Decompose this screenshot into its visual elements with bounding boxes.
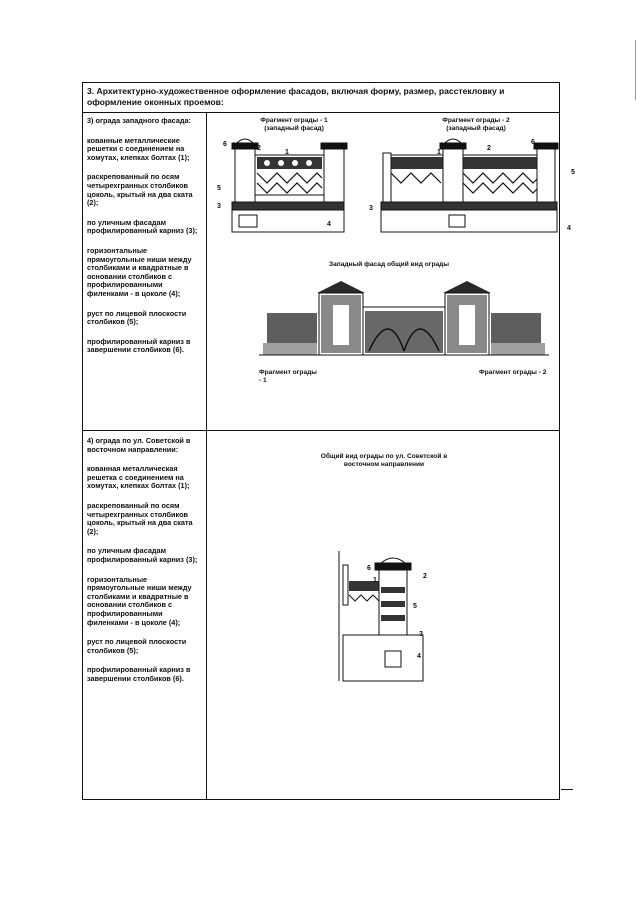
callout-6: 6: [223, 141, 227, 148]
fragment1-drawing: [229, 135, 349, 235]
callout-5: 5: [571, 169, 575, 176]
west-fence-general-drawing: [259, 277, 549, 367]
feature-item: кованные металлические решетки с соединением на хомутах, клепках болтах (1);: [87, 135, 190, 162]
callout-4: 4: [417, 653, 421, 660]
section-title: 3. Архитектурно-художественное оформление фасадов, включая форму, размер, расстекловку и оформление оконных проемов:: [83, 83, 559, 113]
callout-3: 3: [419, 631, 423, 638]
callout-3: 3: [369, 205, 373, 212]
callout-5: 5: [413, 603, 417, 610]
feature-item: руст по лицевой плоскости столбиков (5);: [87, 637, 187, 655]
callout-2: 2: [487, 145, 491, 152]
row-sovetskaya-description: [87, 437, 203, 694]
row-sovetskaya-fence: [83, 431, 559, 799]
general-caption: Западный фасад общий вид ограды: [328, 261, 449, 268]
callout-1: 1: [285, 149, 289, 156]
label-fragment2: Фрагмент ограды - 2: [479, 369, 547, 376]
row-west-fence: [83, 113, 575, 431]
scan-artifact: [635, 40, 636, 100]
callout-2: 2: [257, 145, 261, 152]
sovetskaya-caption: Общий вид ограды по ул. Советской в восточном направлении: [320, 453, 448, 468]
corner-mark: [561, 789, 573, 790]
callout-4: 4: [327, 221, 331, 228]
row-west-drawings: [209, 113, 575, 430]
callout-1: 1: [437, 149, 441, 156]
callout-2: 2: [423, 573, 427, 580]
callout-4: 4: [567, 225, 571, 232]
sovetskaya-fence-drawing: [339, 551, 429, 681]
label-fragment1: Фрагмент ограды - 1: [259, 369, 317, 384]
feature-item: руст по лицевой плоскости столбиков (5);: [87, 308, 187, 327]
document-table: [82, 82, 575, 800]
feature-item: горизонтальные прямоугольные ниши между столбиками и квадратные в основании столбиков с профилированными филенками - в цоколе (4);: [87, 574, 192, 627]
fragment1-caption: Фрагмент ограды - 1 (западный фасад): [260, 117, 328, 132]
feature-item: раскрепованный по осям четырехгранных столбиков цоколь, крытый на два ската (2);: [87, 500, 193, 536]
row-heading: 4) ограда по ул. Советской в восточном направлении:: [87, 436, 191, 454]
fragment2-drawing: [379, 135, 559, 235]
callout-1: 1: [373, 577, 377, 584]
row-west-description: [87, 117, 203, 366]
feature-item: горизонтальные прямоугольные ниши между столбиками и квадратные в основании столбиков с профилированными филенками - в цоколе (4);: [87, 245, 192, 298]
feature-item: профилированный карниз в завершении столбиков (6).: [87, 336, 191, 355]
fragment2-caption: Фрагмент ограды - 2 (западный фасад): [442, 117, 510, 132]
callout-6: 6: [367, 565, 371, 572]
feature-item: профилированный карниз в завершении столбиков (6).: [87, 665, 191, 683]
feature-item: по уличным фасадам профилированный карниз (3);: [87, 217, 198, 236]
callout-6: 6: [531, 139, 535, 146]
row-heading: 3) ограда западного фасада:: [87, 116, 191, 125]
feature-item: кованная металлическая решетка с соединением на хомутах, клепках болтах (1);: [87, 464, 190, 491]
callout-5: 5: [217, 185, 221, 192]
callout-3: 3: [217, 203, 221, 210]
feature-item: раскрепованный по осям четырехгранных столбиков цоколь, крытый на два ската (2);: [87, 172, 193, 208]
row-sovetskaya-drawings: [209, 431, 559, 799]
feature-item: по уличным фасадам профилированный карниз (3);: [87, 546, 198, 564]
